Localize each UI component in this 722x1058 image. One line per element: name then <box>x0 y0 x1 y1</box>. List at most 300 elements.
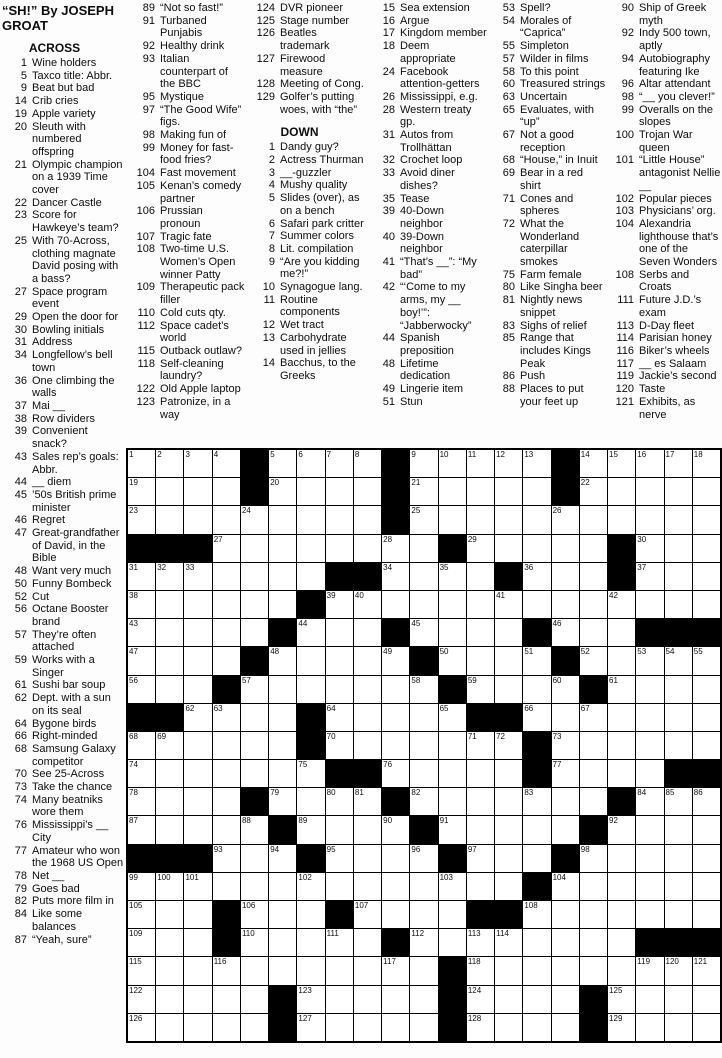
cell-r13c6[interactable] <box>269 788 296 815</box>
cell-r9c16[interactable] <box>552 676 579 703</box>
cell-r10c16[interactable] <box>552 704 579 731</box>
cell-r9c11[interactable] <box>410 676 437 703</box>
cell-r11c5[interactable] <box>241 732 268 759</box>
cell-r1c9[interactable] <box>354 450 381 477</box>
cell-r6c21[interactable] <box>693 591 720 618</box>
cell-r1c8[interactable] <box>326 450 353 477</box>
cell-r3c19[interactable] <box>636 506 663 533</box>
cell-r21c7[interactable] <box>297 1014 324 1041</box>
cell-r6c11[interactable] <box>410 591 437 618</box>
cell-r2c19[interactable] <box>636 478 663 505</box>
cell-r6c18[interactable] <box>608 591 635 618</box>
cell-r16c11[interactable] <box>410 873 437 900</box>
cell-r1c4[interactable] <box>213 450 240 477</box>
cell-r1c2[interactable] <box>156 450 183 477</box>
cell-r4c10[interactable] <box>382 535 409 562</box>
cell-r9c20[interactable] <box>665 676 692 703</box>
cell-r10c19[interactable] <box>636 704 663 731</box>
cell-r14c8[interactable] <box>326 816 353 843</box>
cell-r16c2[interactable] <box>156 873 183 900</box>
cell-r3c4[interactable] <box>213 506 240 533</box>
cell-r4c4[interactable] <box>213 535 240 562</box>
cell-r2c8[interactable] <box>326 478 353 505</box>
cell-r8c21[interactable] <box>693 647 720 674</box>
cell-r6c14[interactable] <box>495 591 522 618</box>
cell-r9c1[interactable] <box>128 676 155 703</box>
cell-r13c3[interactable] <box>184 788 211 815</box>
cell-r18c8[interactable] <box>326 929 353 956</box>
cell-r21c3[interactable] <box>184 1014 211 1041</box>
cell-r20c15[interactable] <box>523 986 550 1013</box>
cell-r11c12[interactable] <box>439 732 466 759</box>
cell-r12c7[interactable] <box>297 760 324 787</box>
cell-r15c4[interactable] <box>213 845 240 872</box>
cell-r6c6[interactable] <box>269 591 296 618</box>
cell-r19c3[interactable] <box>184 957 211 984</box>
cell-r13c14[interactable] <box>495 788 522 815</box>
cell-r2c1[interactable] <box>128 478 155 505</box>
cell-r17c7[interactable] <box>297 901 324 928</box>
cell-r20c5[interactable] <box>241 986 268 1013</box>
cell-r21c18[interactable] <box>608 1014 635 1041</box>
cell-r21c4[interactable] <box>213 1014 240 1041</box>
cell-r1c17[interactable] <box>580 450 607 477</box>
cell-r12c16[interactable] <box>552 760 579 787</box>
cell-r16c16[interactable] <box>552 873 579 900</box>
cell-r5c7[interactable] <box>297 563 324 590</box>
cell-r14c1[interactable] <box>128 816 155 843</box>
cell-r14c14[interactable] <box>495 816 522 843</box>
cell-r10c20[interactable] <box>665 704 692 731</box>
cell-r12c1[interactable] <box>128 760 155 787</box>
cell-r11c11[interactable] <box>410 732 437 759</box>
cell-r3c16[interactable] <box>552 506 579 533</box>
cell-r16c9[interactable] <box>354 873 381 900</box>
cell-r18c14[interactable] <box>495 929 522 956</box>
cell-r17c10[interactable] <box>382 901 409 928</box>
cell-r17c19[interactable] <box>636 901 663 928</box>
cell-r2c12[interactable] <box>439 478 466 505</box>
cell-r12c19[interactable] <box>636 760 663 787</box>
cell-r15c19[interactable] <box>636 845 663 872</box>
cell-r6c4[interactable] <box>213 591 240 618</box>
cell-r17c12[interactable] <box>439 901 466 928</box>
cell-r11c4[interactable] <box>213 732 240 759</box>
cell-r20c18[interactable] <box>608 986 635 1013</box>
cell-r8c14[interactable] <box>495 647 522 674</box>
cell-r20c7[interactable] <box>297 986 324 1013</box>
cell-r9c3[interactable] <box>184 676 211 703</box>
cell-r10c15[interactable] <box>523 704 550 731</box>
cell-r17c3[interactable] <box>184 901 211 928</box>
cell-r7c1[interactable] <box>128 619 155 646</box>
cell-r1c1[interactable] <box>128 450 155 477</box>
cell-r12c6[interactable] <box>269 760 296 787</box>
cell-r2c2[interactable] <box>156 478 183 505</box>
cell-r21c13[interactable] <box>467 1014 494 1041</box>
cell-r8c3[interactable] <box>184 647 211 674</box>
cell-r7c14[interactable] <box>495 619 522 646</box>
cell-r1c19[interactable] <box>636 450 663 477</box>
cell-r19c7[interactable] <box>297 957 324 984</box>
cell-r9c18[interactable] <box>608 676 635 703</box>
cell-r2c11[interactable] <box>410 478 437 505</box>
cell-r13c17[interactable] <box>580 788 607 815</box>
cell-r19c11[interactable] <box>410 957 437 984</box>
cell-r12c2[interactable] <box>156 760 183 787</box>
cell-r15c5[interactable] <box>241 845 268 872</box>
cell-r13c2[interactable] <box>156 788 183 815</box>
cell-r6c20[interactable] <box>665 591 692 618</box>
cell-r12c14[interactable] <box>495 760 522 787</box>
cell-r20c3[interactable] <box>184 986 211 1013</box>
cell-r15c9[interactable] <box>354 845 381 872</box>
cell-r7c2[interactable] <box>156 619 183 646</box>
cell-r12c3[interactable] <box>184 760 211 787</box>
cell-r18c9[interactable] <box>354 929 381 956</box>
cell-r19c18[interactable] <box>608 957 635 984</box>
cell-r16c6[interactable] <box>269 873 296 900</box>
cell-r15c18[interactable] <box>608 845 635 872</box>
cell-r6c19[interactable] <box>636 591 663 618</box>
cell-r19c10[interactable] <box>382 957 409 984</box>
cell-r21c15[interactable] <box>523 1014 550 1041</box>
cell-r4c8[interactable] <box>326 535 353 562</box>
cell-r11c3[interactable] <box>184 732 211 759</box>
cell-r18c13[interactable] <box>467 929 494 956</box>
cell-r2c4[interactable] <box>213 478 240 505</box>
cell-r11c17[interactable] <box>580 732 607 759</box>
cell-r4c9[interactable] <box>354 535 381 562</box>
cell-r14c19[interactable] <box>636 816 663 843</box>
cell-r13c7[interactable] <box>297 788 324 815</box>
cell-r5c16[interactable] <box>552 563 579 590</box>
cell-r9c14[interactable] <box>495 676 522 703</box>
cell-r5c3[interactable] <box>184 563 211 590</box>
cell-r21c5[interactable] <box>241 1014 268 1041</box>
cell-r17c17[interactable] <box>580 901 607 928</box>
cell-r21c10[interactable] <box>382 1014 409 1041</box>
cell-r2c13[interactable] <box>467 478 494 505</box>
cell-r19c15[interactable] <box>523 957 550 984</box>
cell-r11c21[interactable] <box>693 732 720 759</box>
cell-r3c7[interactable] <box>297 506 324 533</box>
cell-r1c3[interactable] <box>184 450 211 477</box>
cell-r8c15[interactable] <box>523 647 550 674</box>
cell-r9c7[interactable] <box>297 676 324 703</box>
cell-r20c13[interactable] <box>467 986 494 1013</box>
cell-r19c4[interactable] <box>213 957 240 984</box>
cell-r17c20[interactable] <box>665 901 692 928</box>
cell-r15c20[interactable] <box>665 845 692 872</box>
cell-r14c5[interactable] <box>241 816 268 843</box>
cell-r3c9[interactable] <box>354 506 381 533</box>
cell-r10c6[interactable] <box>269 704 296 731</box>
cell-r14c18[interactable] <box>608 816 635 843</box>
cell-r9c8[interactable] <box>326 676 353 703</box>
cell-r7c18[interactable] <box>608 619 635 646</box>
cell-r1c6[interactable] <box>269 450 296 477</box>
cell-r15c21[interactable] <box>693 845 720 872</box>
cell-r16c1[interactable] <box>128 873 155 900</box>
cell-r13c1[interactable] <box>128 788 155 815</box>
cell-r16c10[interactable] <box>382 873 409 900</box>
cell-r17c5[interactable] <box>241 901 268 928</box>
cell-r2c18[interactable] <box>608 478 635 505</box>
cell-r6c3[interactable] <box>184 591 211 618</box>
cell-r12c4[interactable] <box>213 760 240 787</box>
cell-r21c1[interactable] <box>128 1014 155 1041</box>
cell-r2c17[interactable] <box>580 478 607 505</box>
cell-r18c11[interactable] <box>410 929 437 956</box>
cell-r8c7[interactable] <box>297 647 324 674</box>
cell-r15c11[interactable] <box>410 845 437 872</box>
cell-r9c21[interactable] <box>693 676 720 703</box>
cell-r5c20[interactable] <box>665 563 692 590</box>
cell-r1c7[interactable] <box>297 450 324 477</box>
cell-r21c19[interactable] <box>636 1014 663 1041</box>
cell-r11c13[interactable] <box>467 732 494 759</box>
cell-r16c3[interactable] <box>184 873 211 900</box>
cell-r21c11[interactable] <box>410 1014 437 1041</box>
cell-r15c6[interactable] <box>269 845 296 872</box>
cell-r18c7[interactable] <box>297 929 324 956</box>
cell-r4c5[interactable] <box>241 535 268 562</box>
cell-r9c6[interactable] <box>269 676 296 703</box>
cell-r18c1[interactable] <box>128 929 155 956</box>
cell-r9c10[interactable] <box>382 676 409 703</box>
cell-r3c5[interactable] <box>241 506 268 533</box>
cell-r11c18[interactable] <box>608 732 635 759</box>
cell-r8c12[interactable] <box>439 647 466 674</box>
cell-r8c4[interactable] <box>213 647 240 674</box>
cell-r15c15[interactable] <box>523 845 550 872</box>
cell-r2c7[interactable] <box>297 478 324 505</box>
cell-r7c12[interactable] <box>439 619 466 646</box>
cell-r9c5[interactable] <box>241 676 268 703</box>
cell-r18c12[interactable] <box>439 929 466 956</box>
cell-r4c11[interactable] <box>410 535 437 562</box>
cell-r14c9[interactable] <box>354 816 381 843</box>
cell-r16c4[interactable] <box>213 873 240 900</box>
cell-r19c9[interactable] <box>354 957 381 984</box>
cell-r11c14[interactable] <box>495 732 522 759</box>
cell-r12c18[interactable] <box>608 760 635 787</box>
cell-r11c16[interactable] <box>552 732 579 759</box>
cell-r8c6[interactable] <box>269 647 296 674</box>
cell-r8c10[interactable] <box>382 647 409 674</box>
cell-r19c21[interactable] <box>693 957 720 984</box>
cell-r12c11[interactable] <box>410 760 437 787</box>
cell-r5c11[interactable] <box>410 563 437 590</box>
cell-r10c11[interactable] <box>410 704 437 731</box>
cell-r18c6[interactable] <box>269 929 296 956</box>
cell-r20c19[interactable] <box>636 986 663 1013</box>
cell-r9c19[interactable] <box>636 676 663 703</box>
cell-r10c12[interactable] <box>439 704 466 731</box>
cell-r4c14[interactable] <box>495 535 522 562</box>
cell-r1c18[interactable] <box>608 450 635 477</box>
cell-r18c18[interactable] <box>608 929 635 956</box>
cell-r3c20[interactable] <box>665 506 692 533</box>
cell-r3c12[interactable] <box>439 506 466 533</box>
cell-r7c11[interactable] <box>410 619 437 646</box>
cell-r5c6[interactable] <box>269 563 296 590</box>
cell-r8c18[interactable] <box>608 647 635 674</box>
cell-r17c6[interactable] <box>269 901 296 928</box>
cell-r16c13[interactable] <box>467 873 494 900</box>
cell-r3c2[interactable] <box>156 506 183 533</box>
cell-r7c17[interactable] <box>580 619 607 646</box>
cell-r16c7[interactable] <box>297 873 324 900</box>
cell-r9c15[interactable] <box>523 676 550 703</box>
cell-r5c17[interactable] <box>580 563 607 590</box>
cell-r16c18[interactable] <box>608 873 635 900</box>
cell-r1c13[interactable] <box>467 450 494 477</box>
cell-r7c7[interactable] <box>297 619 324 646</box>
cell-r20c4[interactable] <box>213 986 240 1013</box>
cell-r6c5[interactable] <box>241 591 268 618</box>
cell-r16c19[interactable] <box>636 873 663 900</box>
cell-r15c17[interactable] <box>580 845 607 872</box>
cell-r6c12[interactable] <box>439 591 466 618</box>
cell-r21c9[interactable] <box>354 1014 381 1041</box>
cell-r10c21[interactable] <box>693 704 720 731</box>
cell-r5c21[interactable] <box>693 563 720 590</box>
cell-r5c10[interactable] <box>382 563 409 590</box>
cell-r8c9[interactable] <box>354 647 381 674</box>
cell-r20c10[interactable] <box>382 986 409 1013</box>
cell-r6c1[interactable] <box>128 591 155 618</box>
cell-r19c1[interactable] <box>128 957 155 984</box>
cell-r2c3[interactable] <box>184 478 211 505</box>
cell-r16c12[interactable] <box>439 873 466 900</box>
cell-r3c11[interactable] <box>410 506 437 533</box>
cell-r10c3[interactable] <box>184 704 211 731</box>
cell-r11c20[interactable] <box>665 732 692 759</box>
cell-r9c2[interactable] <box>156 676 183 703</box>
cell-r7c5[interactable] <box>241 619 268 646</box>
cell-r8c20[interactable] <box>665 647 692 674</box>
cell-r13c12[interactable] <box>439 788 466 815</box>
cell-r7c4[interactable] <box>213 619 240 646</box>
cell-r17c18[interactable] <box>608 901 635 928</box>
cell-r12c13[interactable] <box>467 760 494 787</box>
cell-r7c8[interactable] <box>326 619 353 646</box>
cell-r4c19[interactable] <box>636 535 663 562</box>
cell-r21c21[interactable] <box>693 1014 720 1041</box>
cell-r5c4[interactable] <box>213 563 240 590</box>
cell-r21c20[interactable] <box>665 1014 692 1041</box>
cell-r6c2[interactable] <box>156 591 183 618</box>
cell-r21c16[interactable] <box>552 1014 579 1041</box>
cell-r8c1[interactable] <box>128 647 155 674</box>
cell-r1c21[interactable] <box>693 450 720 477</box>
cell-r8c17[interactable] <box>580 647 607 674</box>
cell-r10c18[interactable] <box>608 704 635 731</box>
cell-r11c1[interactable] <box>128 732 155 759</box>
cell-r8c19[interactable] <box>636 647 663 674</box>
cell-r16c5[interactable] <box>241 873 268 900</box>
cell-r10c17[interactable] <box>580 704 607 731</box>
cell-r16c21[interactable] <box>693 873 720 900</box>
cell-r13c19[interactable] <box>636 788 663 815</box>
cell-r19c19[interactable] <box>636 957 663 984</box>
cell-r15c14[interactable] <box>495 845 522 872</box>
cell-r17c16[interactable] <box>552 901 579 928</box>
cell-r14c20[interactable] <box>665 816 692 843</box>
cell-r19c5[interactable] <box>241 957 268 984</box>
cell-r3c14[interactable] <box>495 506 522 533</box>
cell-r18c2[interactable] <box>156 929 183 956</box>
cell-r11c8[interactable] <box>326 732 353 759</box>
cell-r12c12[interactable] <box>439 760 466 787</box>
cell-r20c8[interactable] <box>326 986 353 1013</box>
cell-r14c7[interactable] <box>297 816 324 843</box>
cell-r14c4[interactable] <box>213 816 240 843</box>
cell-r14c2[interactable] <box>156 816 183 843</box>
cell-r2c14[interactable] <box>495 478 522 505</box>
cell-r11c10[interactable] <box>382 732 409 759</box>
cell-r1c11[interactable] <box>410 450 437 477</box>
cell-r21c2[interactable] <box>156 1014 183 1041</box>
cell-r19c13[interactable] <box>467 957 494 984</box>
cell-r20c1[interactable] <box>128 986 155 1013</box>
cell-r17c9[interactable] <box>354 901 381 928</box>
cell-r6c8[interactable] <box>326 591 353 618</box>
cell-r2c15[interactable] <box>523 478 550 505</box>
cell-r4c17[interactable] <box>580 535 607 562</box>
cell-r8c2[interactable] <box>156 647 183 674</box>
cell-r4c7[interactable] <box>297 535 324 562</box>
cell-r5c1[interactable] <box>128 563 155 590</box>
cell-r18c5[interactable] <box>241 929 268 956</box>
cell-r19c2[interactable] <box>156 957 183 984</box>
cell-r6c16[interactable] <box>552 591 579 618</box>
cell-r5c15[interactable] <box>523 563 550 590</box>
cell-r6c15[interactable] <box>523 591 550 618</box>
cell-r16c8[interactable] <box>326 873 353 900</box>
cell-r13c9[interactable] <box>354 788 381 815</box>
cell-r3c15[interactable] <box>523 506 550 533</box>
cell-r17c21[interactable] <box>693 901 720 928</box>
cell-r8c13[interactable] <box>467 647 494 674</box>
cell-r12c17[interactable] <box>580 760 607 787</box>
cell-r1c12[interactable] <box>439 450 466 477</box>
cell-r4c15[interactable] <box>523 535 550 562</box>
cell-r2c6[interactable] <box>269 478 296 505</box>
cell-r13c4[interactable] <box>213 788 240 815</box>
cell-r3c6[interactable] <box>269 506 296 533</box>
cell-r20c20[interactable] <box>665 986 692 1013</box>
cell-r3c13[interactable] <box>467 506 494 533</box>
cell-r18c3[interactable] <box>184 929 211 956</box>
cell-r13c16[interactable] <box>552 788 579 815</box>
cell-r5c2[interactable] <box>156 563 183 590</box>
cell-r11c2[interactable] <box>156 732 183 759</box>
cell-r3c8[interactable] <box>326 506 353 533</box>
cell-r19c6[interactable] <box>269 957 296 984</box>
cell-r17c1[interactable] <box>128 901 155 928</box>
cell-r19c14[interactable] <box>495 957 522 984</box>
cell-r18c16[interactable] <box>552 929 579 956</box>
cell-r19c8[interactable] <box>326 957 353 984</box>
cell-r6c17[interactable] <box>580 591 607 618</box>
cell-r5c19[interactable] <box>636 563 663 590</box>
cell-r18c17[interactable] <box>580 929 607 956</box>
cell-r20c11[interactable] <box>410 986 437 1013</box>
cell-r11c19[interactable] <box>636 732 663 759</box>
